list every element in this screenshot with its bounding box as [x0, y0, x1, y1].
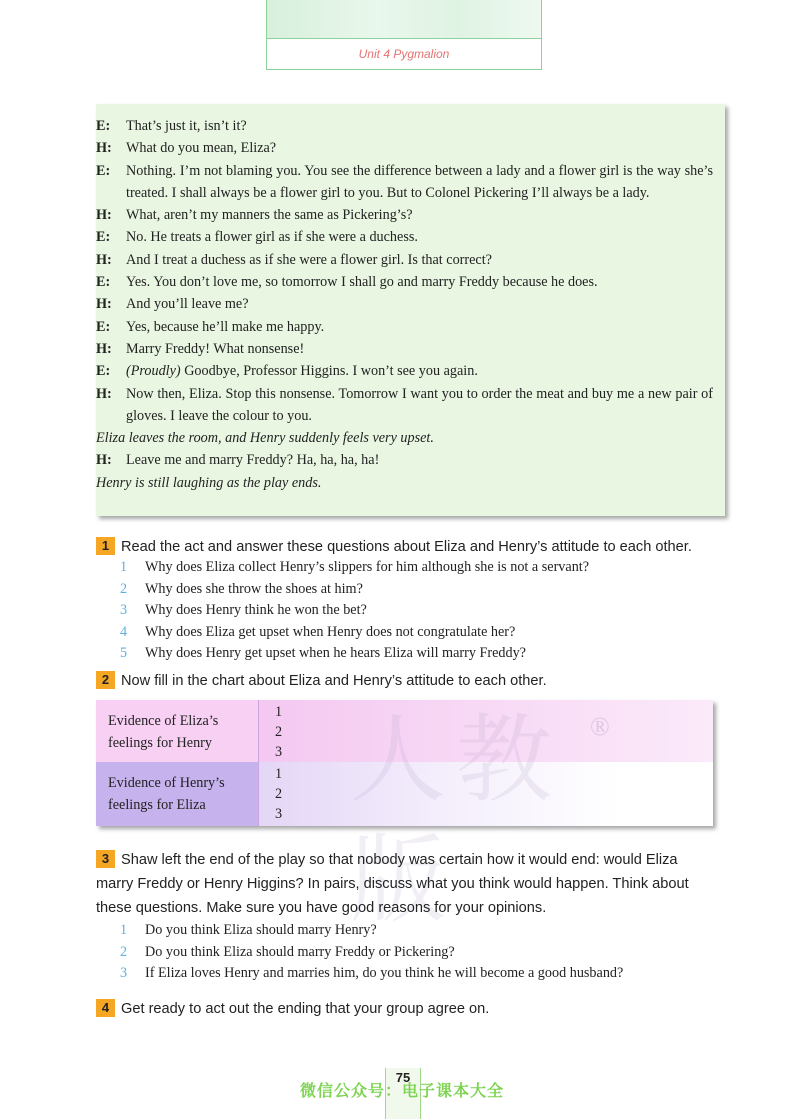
dialogue-line: [96, 293, 713, 315]
dialogue-line: [96, 249, 713, 271]
task-text: Shaw left the end of the play so that nobody was certain how it would end: would Eliza marry Freddy or Henry Higgins? In pairs, discuss what you think would happen. Think about these questions. Make sure you have good reasons for your opinions.: [96, 852, 689, 916]
question-text: Do you think Eliza should marry Henry?: [145, 922, 377, 938]
task-4-instruction: [96, 999, 489, 1017]
dialogue-line: [96, 226, 713, 248]
question-text: If Eliza loves Henry and marries him, do you think he will become a good husband?: [145, 965, 624, 981]
dialogue-line: [96, 383, 713, 428]
task-1-instruction: [96, 537, 692, 555]
question-item: [120, 643, 589, 665]
speaker: H:: [96, 207, 112, 224]
line-text: What, aren’t my manners the same as Pickering’s?: [126, 207, 413, 224]
question-text: Why does Eliza collect Henry’s slippers for him although she is not a servant?: [145, 559, 590, 575]
answer-line-number: 3: [275, 806, 283, 822]
question-number: 3: [120, 602, 128, 618]
answer-line-number: 1: [275, 766, 283, 782]
dialogue-box: [96, 104, 725, 516]
chart-row-henry: [96, 762, 713, 826]
speaker: H:: [96, 385, 112, 402]
speaker: H:: [96, 251, 112, 268]
speaker: E:: [96, 274, 111, 291]
line-text: That’s just it, isn’t it?: [126, 118, 247, 134]
publisher-watermark: 版: [350, 824, 456, 936]
line-text: Now then, Eliza. Stop this nonsense. Tomorrow I want you to order the meat and buy me a new pair of gloves. I leave the colour to you.: [126, 385, 713, 424]
dialogue-line: [96, 204, 713, 226]
task-text: Get ready to act out the ending that your group agree on.: [121, 1001, 490, 1017]
question-number: 2: [120, 580, 128, 597]
speaker: H:: [96, 340, 112, 357]
task-number-badge: 3: [96, 850, 115, 868]
task-2-instruction: [96, 671, 547, 689]
line-text: Yes. You don’t love me, so tomorrow I shall go and marry Freddy because he does.: [126, 274, 598, 291]
wechat-footer: 微信公众号：电子课本大全: [300, 1081, 505, 1100]
line-text: [126, 360, 713, 382]
line-text: What do you mean, Eliza?: [126, 140, 277, 157]
speaker: E:: [96, 118, 111, 134]
question-text: Why does she throw the shoes at him?: [145, 580, 363, 597]
task-3-instruction: [96, 848, 716, 920]
task-number-badge: 4: [96, 999, 115, 1017]
speaker: E:: [96, 229, 111, 246]
speaker: H:: [96, 452, 112, 469]
speaker: H:: [96, 296, 112, 313]
question-number: 1: [120, 922, 128, 938]
question-item: [120, 600, 589, 622]
speaker: H:: [96, 140, 112, 157]
dialogue-line: [96, 115, 713, 137]
row-header: Evidence of Eliza’s feelings for Henry: [96, 700, 258, 762]
task-text: Read the act and answer these questions about Eliza and Henry’s attitude to each other.: [121, 539, 692, 555]
question-number: 3: [120, 965, 128, 981]
stage-direction-2: Henry is still laughing as the play ends.: [96, 474, 322, 491]
question-item: [120, 920, 623, 942]
task-number-badge: 2: [96, 671, 115, 689]
question-item: [120, 963, 623, 985]
answer-line-number: 3: [275, 744, 283, 760]
dialogue-line: [96, 360, 713, 382]
question-text: Why does Eliza get upset when Henry does not congratulate her?: [145, 623, 516, 640]
question-item: [120, 579, 589, 601]
dialogue-line: [96, 338, 713, 360]
line-text: And I treat a duchess as if she were a flower girl. Is that correct?: [126, 251, 492, 268]
question-text: Do you think Eliza should marry Freddy or Pickering?: [145, 943, 455, 960]
registered-mark: ®: [590, 712, 610, 741]
question-text: Why does Henry think he won the bet?: [145, 602, 367, 618]
page-number: 75: [385, 1068, 421, 1119]
line-text-rest: Goodbye, Professor Higgins. I won’t see you again.: [180, 363, 478, 380]
answer-line-number: 1: [275, 704, 283, 720]
dialogue-line: [96, 316, 713, 338]
task-3: [96, 848, 716, 920]
answer-line-number: 2: [275, 724, 283, 740]
stage-direction-1: Eliza leaves the room, and Henry suddenly feels very upset.: [96, 430, 434, 447]
header-band: [267, 0, 541, 39]
question-item: [120, 557, 589, 579]
line-text: No. He treats a flower girl as if she were a duchess.: [126, 229, 418, 246]
stage-direction: (Proudly): [126, 363, 181, 380]
speaker: E:: [96, 162, 111, 179]
task-3-questions: [120, 920, 623, 985]
line-text: Nothing. I’m not blaming you. You see the difference between a lady and a flower girl is the way she’s treated. I shall always be a flower girl to you. But to Colonel Pickering I’ll always be a lady.: [126, 162, 713, 201]
chart-row-eliza: [96, 700, 713, 762]
line-text: Leave me and marry Freddy? Ha, ha, ha, ha!: [126, 452, 380, 469]
row-answer-lines: [258, 762, 713, 826]
dialogue-line: [96, 160, 713, 205]
speaker: E:: [96, 363, 111, 380]
task-number-badge: 1: [96, 537, 115, 555]
question-text: Why does Henry get upset when he hears Eliza will marry Freddy?: [145, 645, 526, 661]
answer-line-number: 2: [275, 786, 283, 802]
line-text: Marry Freddy! What nonsense!: [126, 340, 305, 357]
row-answer-lines: [258, 700, 713, 762]
task-1-questions: [120, 557, 589, 665]
line-text: And you’ll leave me?: [126, 296, 249, 313]
speaker: E:: [96, 318, 111, 335]
row-header: Evidence of Henry’s feelings for Eliza: [96, 762, 258, 826]
unit-label: Unit 4 Pygmalion: [358, 47, 450, 61]
dialogue-line: [96, 271, 713, 293]
dialogue-line-final: [96, 449, 713, 471]
line-text: Yes, because he’ll make me happy.: [126, 318, 325, 335]
unit-header-tab: [266, 0, 542, 70]
question-number: 1: [120, 559, 128, 575]
question-item: [120, 942, 623, 964]
question-item: [120, 622, 589, 644]
question-number: 2: [120, 943, 128, 960]
dialogue-line: [96, 137, 713, 159]
question-number: 4: [120, 623, 128, 640]
question-number: 5: [120, 645, 128, 661]
task-text: Now fill in the chart about Eliza and Henry’s attitude to each other.: [121, 673, 547, 689]
